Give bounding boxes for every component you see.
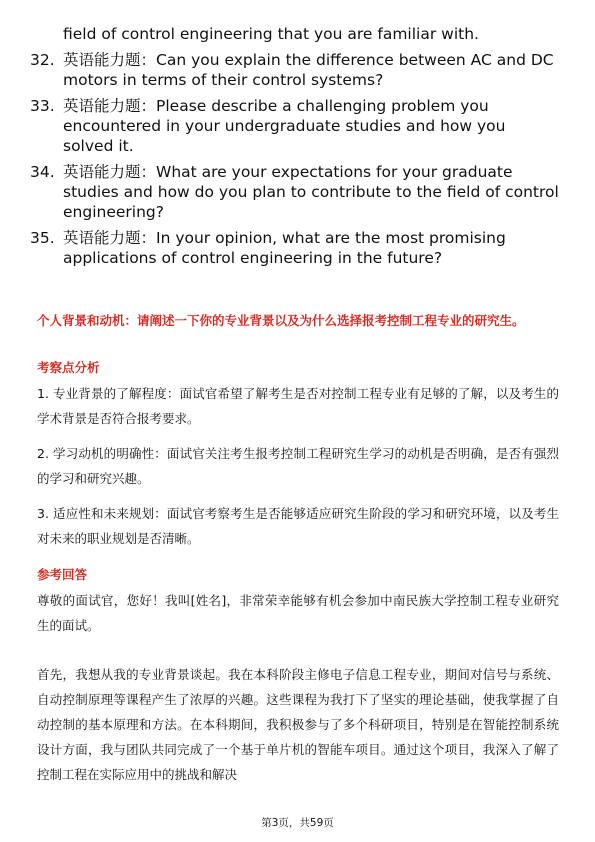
answer-paragraph: 首先，我想从我的专业背景谈起。我在本科阶段主修电子信息工程专业，期间对信号与系统、自动控制原理等课程产生了浓厚的兴趣。这些课程为我打下了坚实的理论基础，使我掌握了自动控制的基本原理和方法。在本科期间，我积极参与了多个科研项目，特别是在智能控制系统设计方面，我与团队共同完成了一个基于单片机的智能车项目。通过这个项目，我深入了解了控制工程在实际应用中的挑战和解决 xyxy=(37,667,559,782)
question-number: 33. xyxy=(30,97,55,115)
question-list xyxy=(30,24,560,274)
topic-section xyxy=(37,311,559,330)
question-item xyxy=(30,162,560,222)
question-item xyxy=(30,96,560,156)
page-footer: 第3页，共59页 xyxy=(261,817,334,829)
topic-title: 个人背景和动机：请阐述一下你的专业背景以及为什么选择报考控制工程专业的研究生。 xyxy=(37,313,525,328)
answer-section xyxy=(37,565,559,787)
question-number: 34. xyxy=(30,163,55,181)
question-text: 英语能力题：What are your expectations for your graduate studies and how do you plan to contribute to the field of control engineering? xyxy=(63,163,559,221)
analysis-point: 3. 适应性和未来规划：面试官考察考生是否能够适应研究生阶段的学习和研究环境，以及考生对未来的职业规划是否清晰。 xyxy=(37,506,559,546)
question-text: 英语能力题：Please describe a challenging problem you encountered in your undergraduate studies and how you solved it. xyxy=(63,97,506,155)
answer-heading: 参考回答 xyxy=(37,567,88,582)
question-number: 32. xyxy=(30,51,55,69)
analysis-section xyxy=(37,358,559,551)
answer-greeting: 尊敬的面试官，您好！我叫[姓名]，非常荣幸能够有机会参加中南民族大学控制工程专业研究生的面试。 xyxy=(37,593,559,633)
analysis-point: 2. 学习动机的明确性：面试官关注考生报考控制工程研究生学习的动机是否明确，是否有强烈的学习和研究兴趣。 xyxy=(37,446,559,486)
analysis-point: 1. 专业背景的了解程度：面试官希望了解考生是否对控制工程专业有足够的了解，以及考生的学术背景是否符合报考要求。 xyxy=(37,386,559,426)
question-continuation: field of control engineering that you are familiar with. xyxy=(63,25,479,43)
analysis-heading: 考察点分析 xyxy=(37,360,100,375)
question-text: 英语能力题：Can you explain the difference between AC and DC motors in terms of their control systems? xyxy=(63,51,554,89)
question-item xyxy=(30,50,560,90)
question-text: 英语能力题：In your opinion, what are the most promising applications of control engineering in the future? xyxy=(63,229,506,267)
question-item xyxy=(30,228,560,268)
question-number: 35. xyxy=(30,229,55,247)
